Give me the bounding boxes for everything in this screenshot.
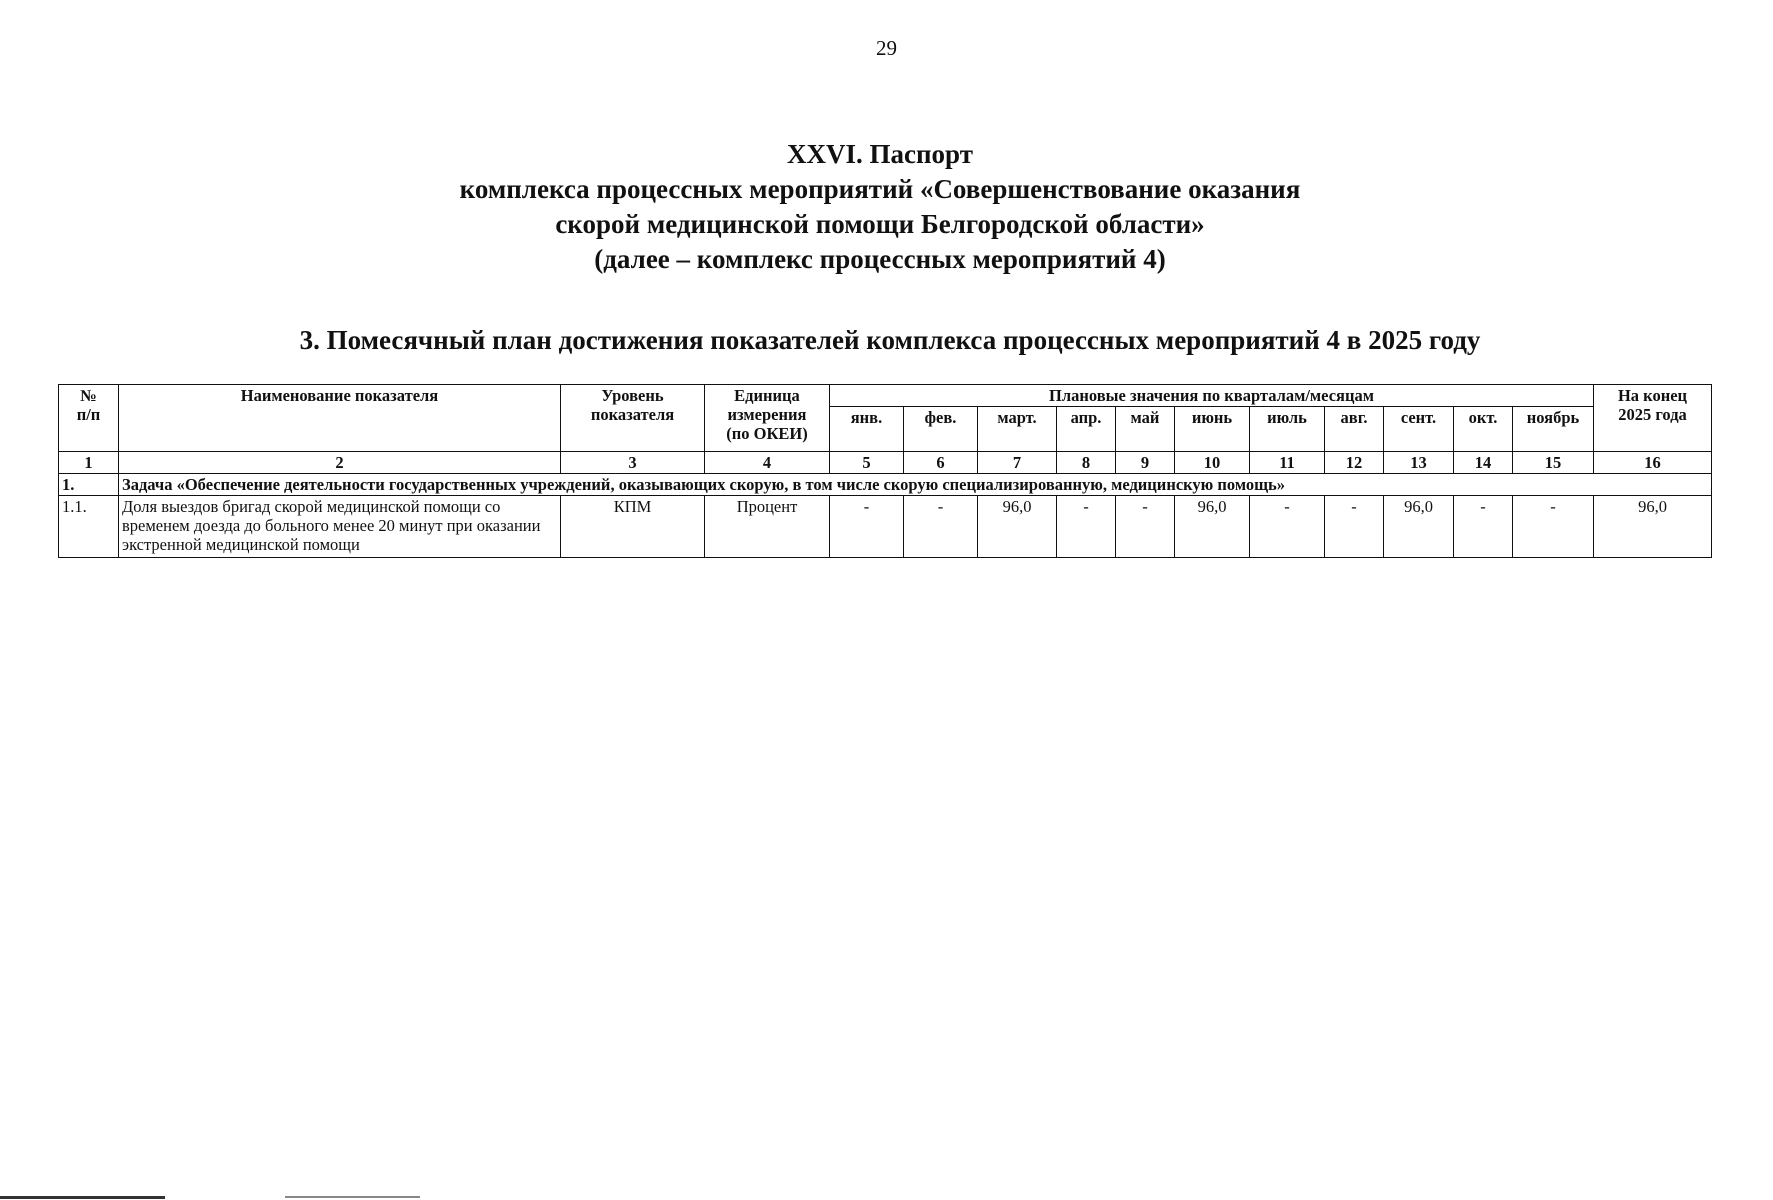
page-number: 29 — [876, 36, 897, 60]
header-month: май — [1116, 407, 1175, 452]
header-month: июнь — [1175, 407, 1250, 452]
title-line: (далее – комплекс процессных мероприятий 4) — [594, 244, 1166, 274]
scan-edge-mark — [0, 1196, 165, 1199]
header-month: фев. — [904, 407, 978, 452]
month-value: - — [1513, 496, 1594, 558]
header-end-of-year: На конец 2025 года — [1594, 385, 1712, 452]
table-row — [59, 496, 1712, 558]
header-indicator-level: Уровень показателя — [561, 385, 705, 452]
task-row — [59, 474, 1712, 496]
end-of-year-value: 96,0 — [1594, 496, 1712, 558]
column-number: 15 — [1513, 452, 1594, 474]
indicator-unit: Процент — [705, 496, 830, 558]
header-number: № п/п — [59, 385, 119, 452]
column-number: 13 — [1384, 452, 1454, 474]
column-number: 2 — [119, 452, 561, 474]
header-planned-values: Плановые значения по кварталам/месяцам — [830, 385, 1594, 407]
column-number: 12 — [1325, 452, 1384, 474]
column-number: 14 — [1454, 452, 1513, 474]
header-indicator-name: Наименование показателя — [119, 385, 561, 452]
document-title — [310, 137, 1450, 277]
title-line: комплекса процессных мероприятий «Совершенствование оказания — [459, 174, 1301, 204]
header-month: сент. — [1384, 407, 1454, 452]
row-number: 1.1. — [59, 496, 119, 558]
column-number: 11 — [1250, 452, 1325, 474]
column-number: 9 — [1116, 452, 1175, 474]
column-number: 8 — [1057, 452, 1116, 474]
title-line: скорой медицинской помощи Белгородской области» — [555, 209, 1205, 239]
month-value: - — [830, 496, 904, 558]
section-heading: 3. Помесячный план достижения показателей комплекса процессных мероприятий 4 в 2025 году — [299, 325, 1481, 355]
title-line: XXVI. Паспорт — [787, 139, 973, 169]
header-unit: Единица измерения (по ОКЕИ) — [705, 385, 830, 452]
column-number: 6 — [904, 452, 978, 474]
monthly-plan-table — [58, 384, 1712, 558]
header-month: апр. — [1057, 407, 1116, 452]
header-month: июль — [1250, 407, 1325, 452]
indicator-name: Доля выездов бригад скорой медицинской помощи со временем доезда до больного менее 20 минут при оказании экстренной медицинской помощи — [119, 496, 561, 558]
month-value: - — [1325, 496, 1384, 558]
column-number: 5 — [830, 452, 904, 474]
column-number: 1 — [59, 452, 119, 474]
header-month: ноябрь — [1513, 407, 1594, 452]
column-number: 3 — [561, 452, 705, 474]
month-value: - — [1116, 496, 1175, 558]
month-value: - — [1454, 496, 1513, 558]
column-number: 4 — [705, 452, 830, 474]
month-value: 96,0 — [1175, 496, 1250, 558]
column-number: 10 — [1175, 452, 1250, 474]
header-month: янв. — [830, 407, 904, 452]
column-number: 16 — [1594, 452, 1712, 474]
month-value: - — [904, 496, 978, 558]
header-month: окт. — [1454, 407, 1513, 452]
column-number-row — [59, 452, 1712, 474]
month-value: 96,0 — [978, 496, 1057, 558]
column-number: 7 — [978, 452, 1057, 474]
header-month: авг. — [1325, 407, 1384, 452]
month-value: 96,0 — [1384, 496, 1454, 558]
task-text: Задача «Обеспечение деятельности государственных учреждений, оказывающих скорую, в том числе скорую специализированную, медицинскую помощь» — [119, 474, 1712, 496]
task-number: 1. — [59, 474, 119, 496]
month-value: - — [1250, 496, 1325, 558]
month-value: - — [1057, 496, 1116, 558]
header-month: март. — [978, 407, 1057, 452]
indicator-level: КПМ — [561, 496, 705, 558]
scan-edge-mark — [285, 1196, 420, 1198]
